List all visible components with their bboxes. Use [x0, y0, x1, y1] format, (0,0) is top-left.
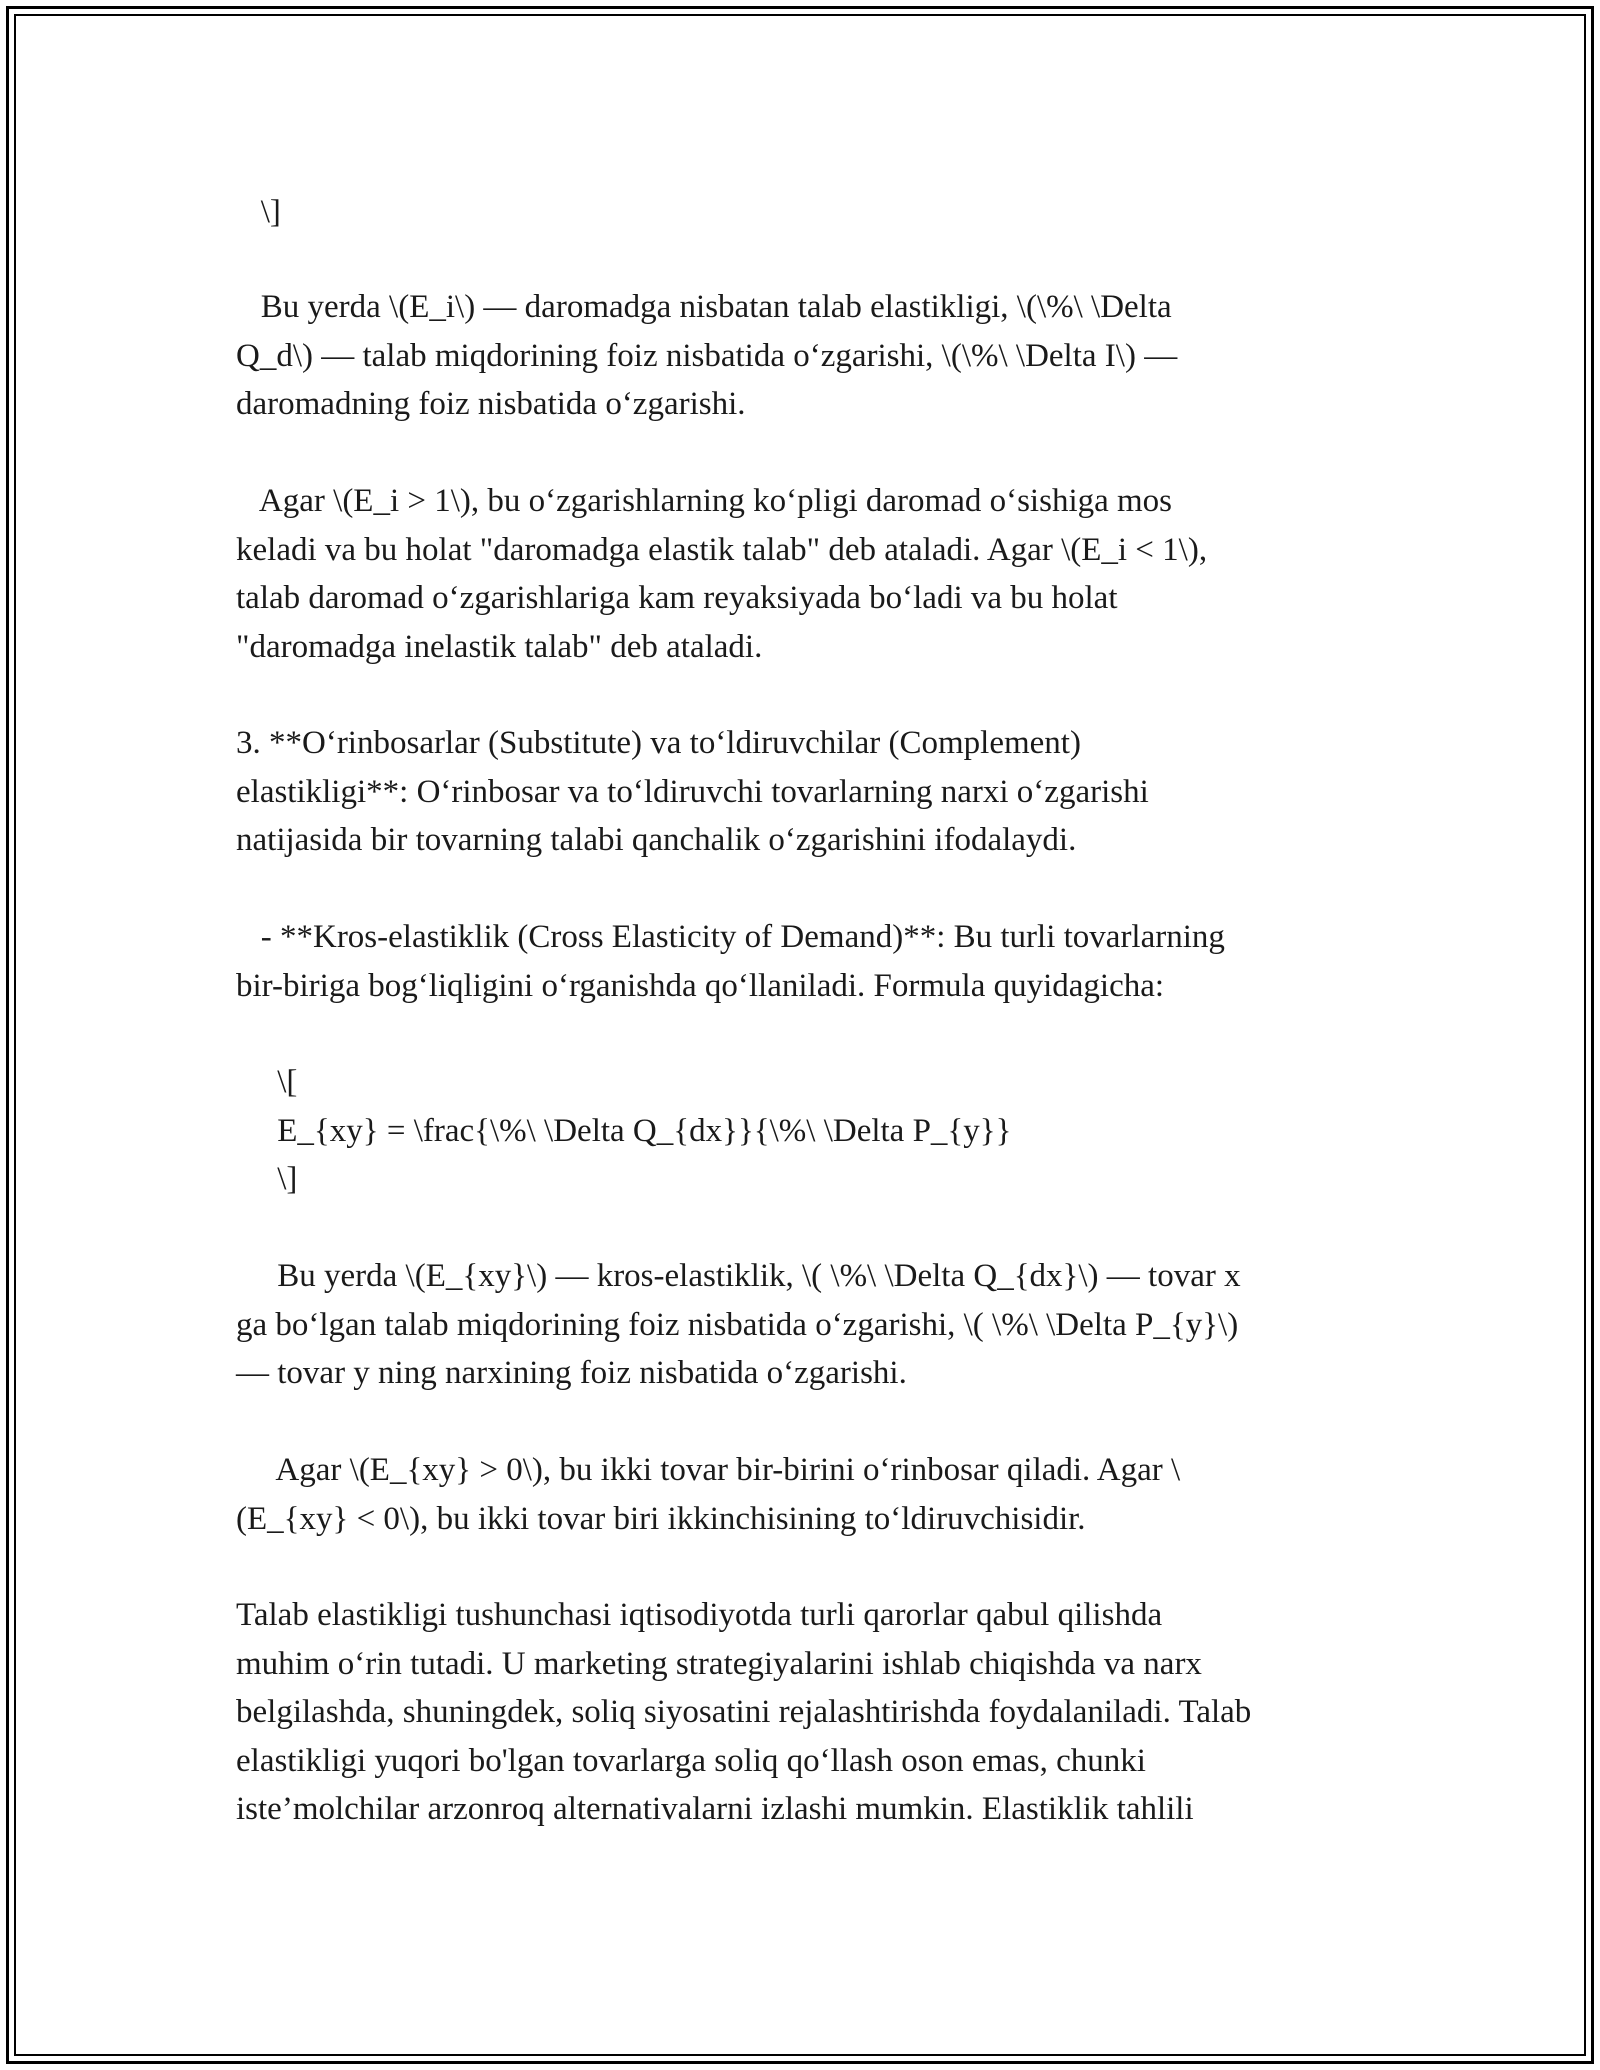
text-line: — tovar y ning narxining foiz nisbatida o‘zgarishi.	[236, 1355, 907, 1391]
text-line: muhim o‘rin tutadi. U marketing strategiyalarini ishlab chiqishda va narx	[236, 1645, 1202, 1682]
text-line: \]	[236, 1161, 298, 1197]
text-line: keladi va bu holat "daromadga elastik talab" deb ataladi. Agar \(E_i < 1\),	[236, 531, 1208, 568]
text-line: iste’molchilar arzonroq alternativalarni izlashi mumkin. Elastiklik tahlili	[236, 1791, 1194, 1827]
text-line: belgilashda, shuningdek, soliq siyosatini rejalashtirishda foydalaniladi. Talab	[236, 1694, 1252, 1730]
paragraph-cross-elasticity-definition	[236, 1252, 1241, 1398]
text-line: daromadning foiz nisbatida o‘zgarishi.	[236, 386, 746, 422]
paragraph-substitute-complement	[236, 719, 1149, 865]
text-line: elastikligi yuqori bo'lgan tovarlarga soliq qo‘llash oson emas, chunki	[236, 1742, 1146, 1779]
text-line: E_{xy} = \frac{\%\ \Delta Q_{dx}}{\%\ \Delta P_{y}}	[236, 1112, 1012, 1149]
text-line: natijasida bir tovarning talabi qanchalik o‘zgarishini ifodalaydi.	[236, 822, 1077, 858]
text-line: Agar \(E_i > 1\), bu o‘zgarishlarning ko‘pligi daromad o‘sishiga mos	[236, 483, 1173, 519]
text-line: \]	[236, 194, 281, 230]
text-line: \[	[236, 1064, 298, 1100]
paragraph-cross-elasticity	[236, 913, 1225, 1010]
text-line: (E_{xy} < 0\), bu ikki tovar biri ikkinchisining to‘ldiruvchisidir.	[236, 1500, 1086, 1537]
paragraph-conclusion	[236, 1591, 1251, 1834]
text-line: talab daromad o‘zgarishlariga kam reyaksiyada bo‘ladi va bu holat	[236, 580, 1118, 616]
paragraph-income-elasticity-definition	[236, 283, 1177, 429]
text-line: "daromadga inelastik talab" deb ataladi.	[236, 628, 763, 665]
text-line: - **Kros-elastiklik (Cross Elasticity of Demand)**: Bu turli tovarlarning	[236, 919, 1225, 955]
text-line: 3. **O‘rinbosarlar (Substitute) va to‘ldiruvchilar (Complement)	[236, 725, 1081, 761]
paragraph-cross-elasticity-formula	[236, 1058, 1011, 1204]
text-line: Bu yerda \(E_i\) — daromadga nisbatan talab elastikligi, \(\%\ \Delta	[236, 289, 1172, 325]
text-line: elastikligi**: O‘rinbosar va to‘ldiruvchi tovarlarning narxi o‘zgarishi	[236, 773, 1149, 810]
text-line: Q_d\) — talab miqdorining foiz nisbatida o‘zgarishi, \(\%\ \Delta I\) —	[236, 337, 1178, 374]
text-line: bir-biriga bog‘liqligini o‘rganishda qo‘llaniladi. Formula quyidagicha:	[236, 967, 1165, 1004]
paragraph-cross-elasticity-cases	[236, 1446, 1180, 1543]
text-line: ga bo‘lgan talab miqdorining foiz nisbatida o‘zgarishi, \( \%\ \Delta P_{y}\)	[236, 1306, 1239, 1343]
text-line: Bu yerda \(E_{xy}\) — kros-elastiklik, \( \%\ \Delta Q_{dx}\) — tovar x	[236, 1258, 1241, 1294]
paragraph-income-elasticity-cases	[236, 477, 1207, 671]
paragraph-display-close	[236, 188, 281, 237]
text-line: Agar \(E_{xy} > 0\), bu ikki tovar bir-birini o‘rinbosar qiladi. Agar \	[236, 1452, 1181, 1488]
text-line: Talab elastikligi tushunchasi iqtisodiyotda turli qarorlar qabul qilishda	[236, 1597, 1163, 1633]
